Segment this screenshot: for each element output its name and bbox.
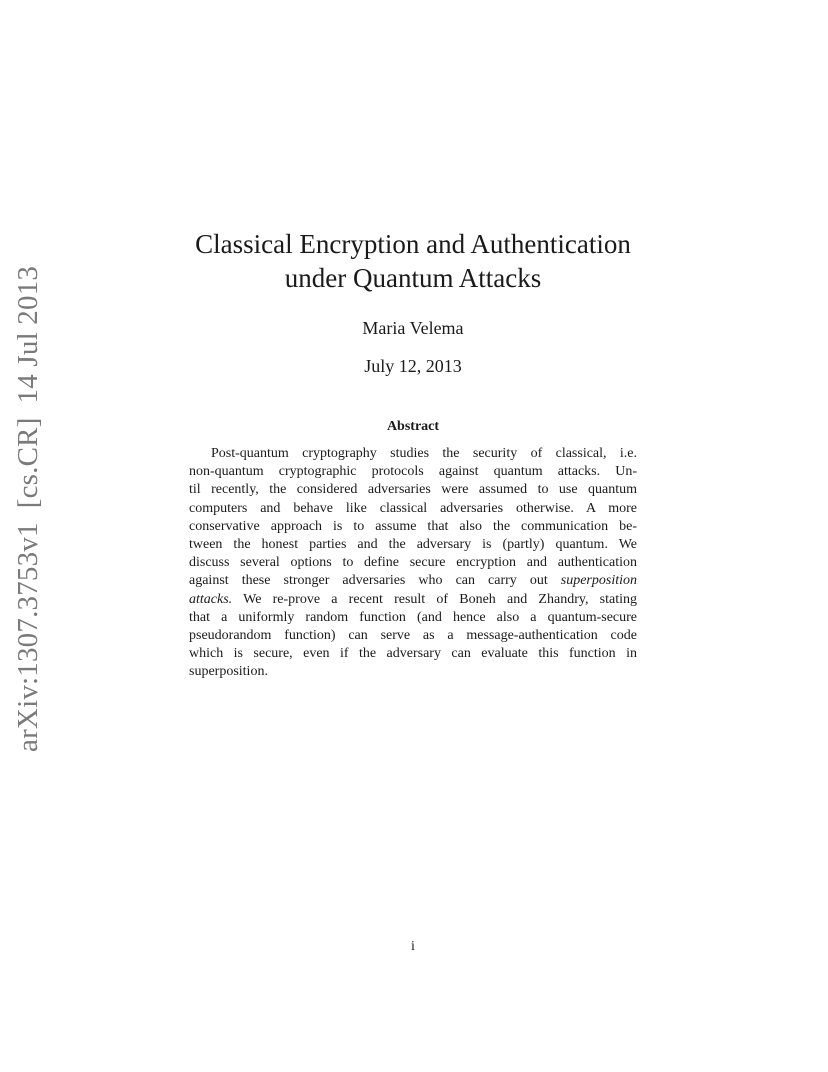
abstract-line: [189, 591, 637, 609]
abstract-body: [189, 445, 637, 681]
abstract-line: pseudorandom function) can serve as a message-authentication code: [189, 627, 637, 643]
arxiv-date: 14 Jul 2013: [12, 265, 44, 404]
author-name: Maria Velema: [362, 318, 464, 338]
abstract-emphasis: attacks.: [189, 591, 233, 607]
page-number: i: [411, 939, 415, 954]
title-line-2: under Quantum Attacks: [284, 263, 542, 293]
abstract-line: discuss several options to define secure encryption and authentication: [189, 555, 637, 571]
abstract-line: Post-quantum cryptography studies the security of classical, i.e.: [211, 446, 637, 461]
arxiv-category: [cs.CR]: [12, 417, 44, 509]
abstract-heading: Abstract: [386, 419, 440, 434]
abstract-line: tween the honest parties and the adversary is (partly) quantum. We: [189, 536, 637, 552]
abstract-line: superposition.: [189, 664, 268, 680]
abstract-text: against these stronger adversaries who can carry out: [189, 573, 561, 589]
arxiv-stamp: [12, 265, 44, 752]
abstract-line: [189, 572, 637, 590]
title-line-1: Classical Encryption and Authentication: [195, 229, 631, 259]
paper-title: [150, 227, 676, 295]
abstract-line: computers and behave like classical adversaries otherwise. A more: [189, 500, 637, 516]
abstract-line: til recently, the considered adversaries were assumed to use quantum: [189, 482, 637, 498]
abstract-line: non-quantum cryptographic protocols against quantum attacks. Un-: [189, 464, 637, 480]
paper-date: July 12, 2013: [364, 356, 462, 376]
abstract-line: that a uniformly random function (and hence also a quantum-secure: [189, 609, 637, 625]
abstract-emphasis: superposition: [560, 573, 637, 589]
arxiv-id: arXiv:1307.3753v1: [12, 522, 44, 752]
abstract-line: conservative approach is to assume that also the communication be-: [189, 518, 637, 534]
abstract-line: which is secure, even if the adversary can evaluate this function in: [189, 646, 637, 662]
abstract-text: We re-prove a recent result of Boneh and Zhandry, stating: [232, 591, 637, 607]
